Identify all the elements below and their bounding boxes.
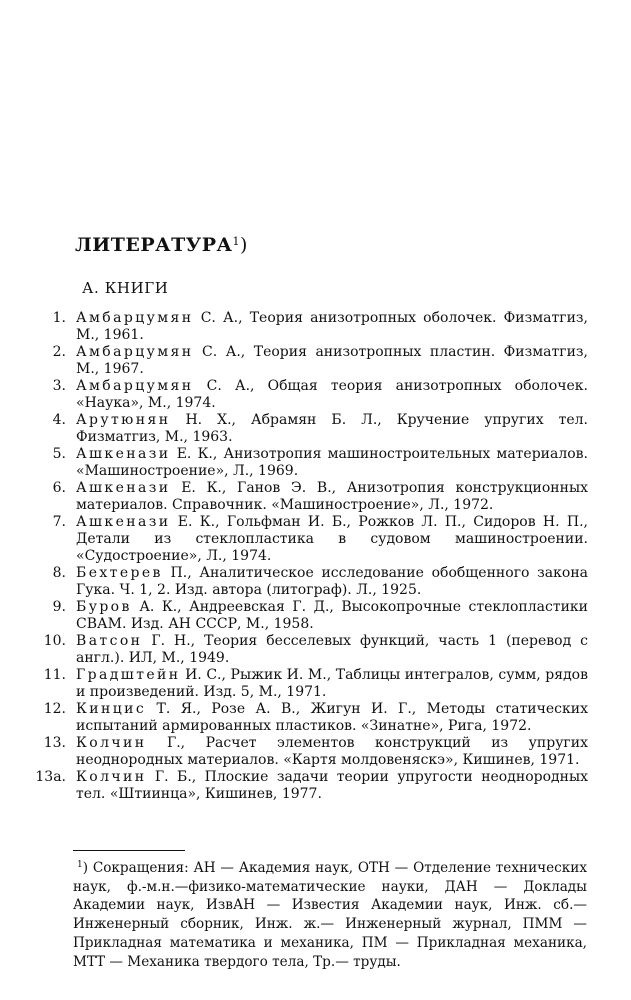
footnote-marker-paren: ) bbox=[239, 234, 248, 256]
list-item bbox=[0, 735, 631, 769]
reference-body bbox=[76, 514, 588, 565]
reference-author: Ашкенази bbox=[76, 446, 171, 462]
reference-body bbox=[76, 412, 588, 446]
reference-body bbox=[76, 599, 588, 633]
reference-number: 3. bbox=[52, 378, 66, 394]
footnote-text: ) Сокращения: АН — Академия наук, ОТН — Отделение технических наук, ф.-м.н.—физико-математические науки, ДАН — Доклады Академии наук, ИзвАН — Известия Академии наук, Инж. сб.—Инженерный сборник, Инж. ж.— Инженерный журнал, ПММ — Прикладная математика и механика, ПМ — Прикладная механика, МТТ — Механика твердого тела, Тр.— труды. bbox=[73, 860, 587, 970]
reference-body bbox=[76, 735, 588, 769]
reference-text: С. А., Общая теория анизотропных оболочек. «Наука», М., 1974. bbox=[76, 378, 588, 411]
reference-body bbox=[76, 344, 588, 378]
reference-text: Г. Б., Плоские задачи теории упругости неоднородных тел. «Штиинца», Кишинев, 1977. bbox=[76, 769, 588, 802]
list-item bbox=[0, 599, 631, 633]
list-item bbox=[0, 667, 631, 701]
reference-author: Амбарцумян bbox=[76, 310, 194, 326]
reference-number: 8. bbox=[52, 565, 66, 581]
reference-text: Е. К., Гольфман И. Б., Рожков Л. П., Сидоров Н. П., Детали из стеклопластика в судовом машиностроении. «Судостроение», Л., 1974. bbox=[76, 514, 588, 564]
footnote-marker: 1 bbox=[232, 235, 240, 248]
reference-body bbox=[76, 378, 588, 412]
list-item bbox=[0, 446, 631, 480]
reference-body bbox=[76, 667, 588, 701]
reference-number: 1. bbox=[52, 310, 66, 326]
reference-number: 9. bbox=[52, 599, 66, 615]
reference-number: 7. bbox=[52, 514, 66, 530]
reference-number: 5. bbox=[52, 446, 66, 462]
reference-number: 2. bbox=[52, 344, 66, 360]
reference-body bbox=[76, 565, 588, 599]
reference-text: Т. Я., Розе А. В., Жигун И. Г., Методы статических испытаний армированных пластиков. «Зинатне», Рига, 1972. bbox=[76, 701, 588, 734]
footnote bbox=[73, 856, 587, 971]
reference-author: Ашкенази bbox=[76, 514, 171, 530]
reference-number: 13. bbox=[43, 735, 66, 751]
reference-author: Арутюнян bbox=[76, 412, 171, 428]
reference-body bbox=[76, 701, 588, 735]
list-item bbox=[0, 633, 631, 667]
reference-author: Колчин bbox=[76, 769, 147, 785]
reference-author: Ватсон bbox=[76, 633, 143, 649]
list-item bbox=[0, 412, 631, 446]
reference-number: 12. bbox=[43, 701, 66, 717]
reference-author: Колчин bbox=[76, 735, 147, 751]
reference-text: Е. К., Ганов Э. В., Анизотропия конструкционных материалов. Справочник. «Машиностроение», Л., 1972. bbox=[76, 480, 588, 513]
list-item bbox=[0, 378, 631, 412]
reference-number: 6. bbox=[52, 480, 66, 496]
reference-author: Амбарцумян bbox=[76, 344, 194, 360]
reference-author: Кинцис bbox=[76, 701, 147, 717]
reference-author: Градштейн bbox=[76, 667, 181, 683]
list-item bbox=[0, 480, 631, 514]
reference-author: Ашкенази bbox=[76, 480, 171, 496]
reference-body bbox=[76, 633, 588, 667]
reference-number: 13а. bbox=[35, 769, 66, 785]
reference-text: Е. К., Анизотропия машиностроительных материалов. «Машиностроение», Л., 1969. bbox=[76, 446, 588, 479]
reference-author: Амбарцумян bbox=[76, 378, 194, 394]
list-item bbox=[0, 565, 631, 599]
list-item bbox=[0, 701, 631, 735]
reference-text: П., Аналитическое исследование обобщенного закона Гука. Ч. 1, 2. Изд. автора (литограф). Л., 1925. bbox=[76, 565, 588, 598]
reference-text: С. А., Теория анизотропных пластин. Физматгиз, М., 1967. bbox=[76, 344, 588, 377]
reference-number: 4. bbox=[52, 412, 66, 428]
reference-text: Г. Н., Теория бесселевых функций, часть 1 (перевод с англ.). ИЛ, М., 1949. bbox=[76, 633, 588, 666]
list-item bbox=[0, 769, 631, 803]
reference-text: Г., Расчет элементов конструкций из упругих неоднородных материалов. «Картя молдовеняскэ», Кишинев, 1971. bbox=[76, 735, 588, 768]
reference-text: А. К., Андреевская Г. Д., Высокопрочные стеклопластики СВАМ. Изд. АН СССР, М., 1958. bbox=[76, 599, 588, 632]
reference-body bbox=[76, 446, 588, 480]
reference-text: Н. Х., Абрамян Б. Л., Кручение упругих тел. Физматгиз, М., 1963. bbox=[76, 412, 588, 445]
reference-body bbox=[76, 769, 588, 803]
list-item bbox=[0, 514, 631, 565]
list-item bbox=[0, 344, 631, 378]
reference-text: И. С., Рыжик И. М., Таблицы интегралов, сумм, рядов и произведений. Изд. 5, М., 1971. bbox=[76, 667, 588, 700]
page-title bbox=[75, 234, 248, 256]
reference-number: 10. bbox=[43, 633, 66, 649]
footnote-number: 1 bbox=[77, 860, 83, 870]
section-heading: А. КНИГИ bbox=[82, 279, 169, 297]
reference-text: С. А., Теория анизотропных оболочек. Физматгиз, М., 1961. bbox=[76, 310, 588, 343]
reference-number: 11. bbox=[43, 667, 66, 683]
reference-body bbox=[76, 310, 588, 344]
reference-body bbox=[76, 480, 588, 514]
list-item bbox=[0, 310, 631, 344]
title-text: ЛИТЕРАТУРА bbox=[75, 234, 233, 256]
reference-author: Буров bbox=[76, 599, 132, 615]
reference-list bbox=[0, 310, 631, 803]
reference-author: Бехтерев bbox=[76, 565, 163, 581]
footnote-divider bbox=[73, 850, 185, 851]
